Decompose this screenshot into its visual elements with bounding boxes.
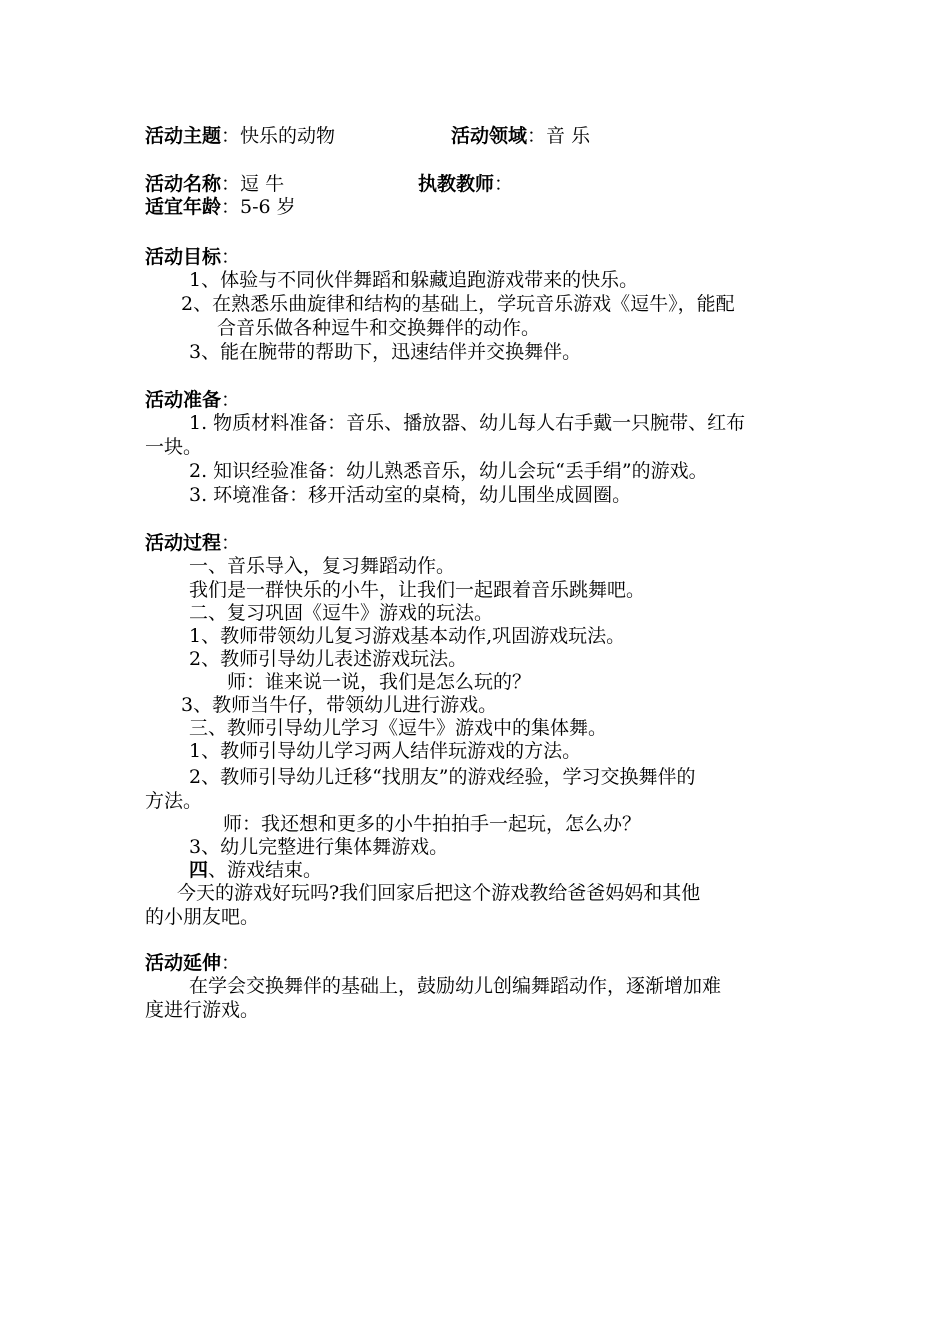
domain-row — [451, 124, 590, 148]
prep-heading: 活动准备： — [145, 389, 241, 411]
process-heading: 活动过程： — [145, 532, 241, 554]
process-item: 方法。 — [145, 790, 203, 812]
process-item: 1、教师带领幼儿复习游戏基本动作,巩固游戏玩法。 — [189, 625, 626, 647]
goal-item: 2、在熟悉乐曲旋律和结构的基础上，学玩音乐游戏《逗牛》，能配 — [181, 293, 735, 315]
process-item: 1、教师引导幼儿学习两人结伴玩游戏的方法。 — [189, 740, 582, 762]
teacher-colon: ： — [494, 173, 514, 195]
process-item: 师：我还想和更多的小牛拍拍手一起玩，怎么办？ — [223, 813, 642, 835]
teacher-label: 执教教师 — [418, 173, 495, 195]
prep-item: 2. 知识经验准备：幼儿熟悉音乐，幼儿会玩“丢手绢”的游戏。 — [189, 460, 708, 482]
extension-heading: 活动延伸： — [145, 952, 241, 974]
process-item: 二、复习巩固《逗牛》游戏的玩法。 — [189, 602, 494, 624]
theme-label: 活动主题 — [145, 125, 222, 147]
prep-item: 3. 环境准备：移开活动室的桌椅，幼儿围坐成圆圈。 — [189, 484, 632, 506]
theme-value: 快乐的动物 — [240, 125, 336, 147]
teacher-row — [418, 172, 513, 196]
prep-item: 1. 物质材料准备：音乐、播放器、幼儿每人右手戴一只腕带、红布 — [189, 412, 746, 434]
process-item: 3、幼儿完整进行集体舞游戏。 — [189, 836, 449, 858]
age-colon: ： — [221, 196, 241, 218]
goal-item: 3、能在腕带的帮助下，迅速结伴并交换舞伴。 — [189, 341, 582, 363]
age-label: 适宜年龄 — [145, 196, 222, 218]
theme-colon: ： — [221, 125, 241, 147]
name-colon: ： — [221, 173, 241, 195]
name-label: 活动名称 — [145, 173, 222, 195]
domain-colon: ： — [527, 125, 547, 147]
name-value: 逗 牛 — [240, 173, 285, 195]
theme-row — [145, 124, 335, 148]
process-item: 四、游戏结束。 — [189, 859, 323, 881]
domain-value: 音 乐 — [546, 125, 591, 147]
process-item: 3、教师当牛仔，带领幼儿进行游戏。 — [181, 694, 498, 716]
goals-heading: 活动目标： — [145, 246, 241, 268]
name-row — [145, 172, 284, 196]
prep-item: 一块。 — [145, 436, 203, 458]
process-item: 2、教师引导幼儿迁移“找朋友”的游戏经验，学习交换舞伴的 — [189, 766, 696, 788]
process-item: 的小朋友吧。 — [145, 906, 260, 928]
process-item: 师：谁来说一说，我们是怎么玩的？ — [227, 671, 532, 693]
domain-label: 活动领域 — [451, 125, 528, 147]
process-item: 今天的游戏好玩吗?我们回家后把这个游戏教给爸爸妈妈和其他 — [177, 882, 701, 904]
extension-item: 度进行游戏。 — [145, 999, 260, 1021]
process-item: 我们是一群快乐的小牛，让我们一起跟着音乐跳舞吧。 — [189, 579, 646, 601]
age-value: 5-6 岁 — [240, 196, 296, 218]
process-item: 三、教师引导幼儿学习《逗牛》游戏中的集体舞。 — [189, 717, 608, 739]
goal-item: 合音乐做各种逗牛和交换舞伴的动作。 — [217, 317, 541, 339]
goal-item: 1、体验与不同伙伴舞蹈和躲藏追跑游戏带来的快乐。 — [189, 269, 639, 291]
age-row — [145, 195, 296, 219]
extension-item: 在学会交换舞伴的基础上，鼓励幼儿创编舞蹈动作，逐渐增加难 — [189, 975, 722, 997]
process-item: 一、音乐导入，复习舞蹈动作。 — [189, 555, 456, 577]
process-item: 2、教师引导幼儿表述游戏玩法。 — [189, 648, 468, 670]
